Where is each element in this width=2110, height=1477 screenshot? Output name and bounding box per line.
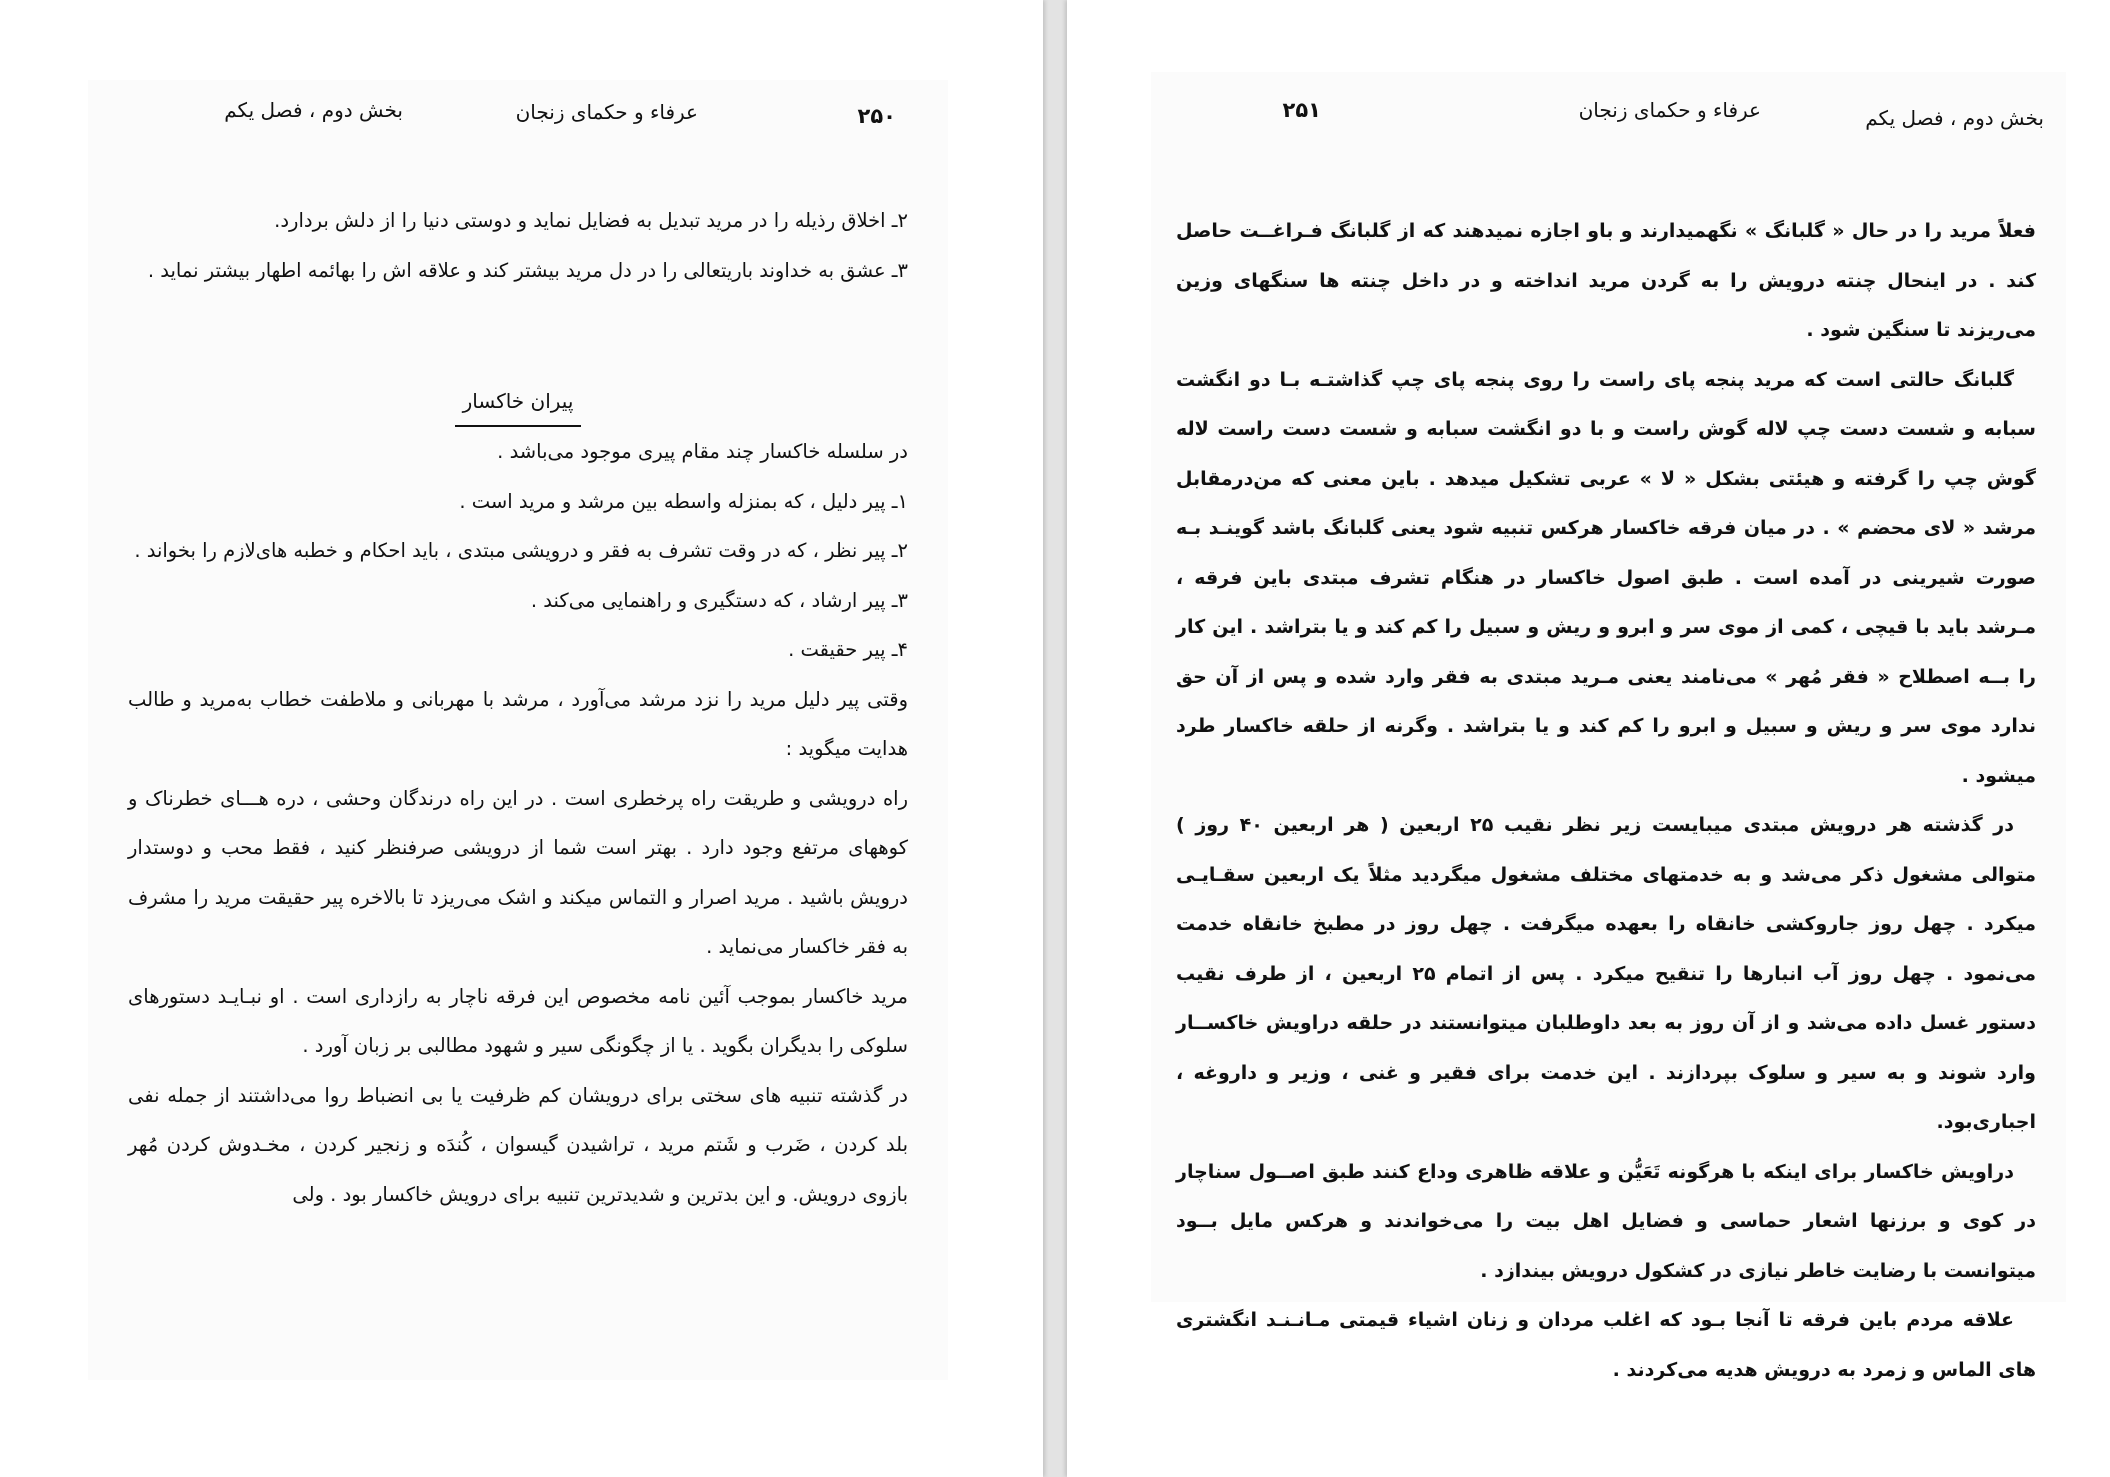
page-number: ۲۵۱ xyxy=(1282,98,1321,122)
paragraph: علاقه مردم باین فرقه تا آنجا بـود که اغلب مردان و زنان اشیاء قیمتی مـانـنـد انگشتری های الماس و زمرد به درویش هدیه می‌کردند . xyxy=(1176,1309,2036,1381)
paragraph: راه درویشی و طریقت راه پرخطری است . در این راه درندگان وحشی ، دره هـــای خطرناک و کوههای مرتفع وجود دارد . بهتر است شما از درویشی صرفنظر کنید ، فقط محب و دوستدار درویش باشید . مرید اصرار و التماس میکند و اشک می‌ریزد تا بالاخره پیر حقیقت مرید را مشرف به فقر خاکسار می‌نماید . xyxy=(128,786,908,958)
page-number: ۲۵۰ xyxy=(857,104,896,128)
section-label: بخش دوم ، فصل یکم xyxy=(1865,106,2044,130)
right-page-scan xyxy=(1151,72,2066,1381)
paragraph: ۱ـ پیر دلیل ، که بمنزله واسطه بین مرشد و مرید است . xyxy=(459,489,908,513)
intro-item: ۲ـ اخلاق رذیله را در مرید تبدیل به فضایل نماید و دوستی دنیا را از دلش بردارد. xyxy=(274,209,908,232)
section-label: بخش دوم ، فصل یکم xyxy=(224,98,403,122)
paragraph: فعلاً مرید را در حال « گلبانگ » نگهمیدارند و باو اجازه نمیدهند که از گلبانگ فـراغــت حاصل کند . در اینحال چنته درویش را به گردن مرید انداخته و در داخل چنته ها سنگهای وزین می‌ریزند تا سنگین شود . xyxy=(1176,220,2036,341)
left-page-scan xyxy=(88,80,948,1380)
intro-item: ۳ـ عشق به خداوند باریتعالی را در دل مرید بیشتر کند و علاقه اش را بهائمه اطهار بیشتر نماید . xyxy=(147,258,908,282)
paragraph: در گذشته هر درویش مبتدی میبایست زیر نظر نقیب ۲۵ اربعین ( هر اربعین ۴۰ روز ) متوالی مشغول ذکر می‌شد و به خدمتهای مختلف مشغول میگردید مثلاً یک اربعین سقـایـی میکرد . چهل روز جاروکشی خانقاه را بعهده میگرفت . چهل روز در مطبخ خانقاه خدمت می‌نمود . چهل روز آب انبارها را تنقیح میکرد . پس از اتمام ۲۵ اربعین ، از طرف نقیب دستور غسل داده می‌شد و از آن روز به بعد داوطلبان میتوانستند در حلقه دراویش خاکســار وارد شوند و به سیر و سلوک بپردازند . این خدمت برای فقیر و غنی ، وزیر و داروغه ، اجباری‌بود. xyxy=(1176,814,2036,1133)
section-heading-text: پیران خاکسار xyxy=(455,381,582,427)
paragraph: گلبانگ حالتی است که مرید پنجه پای راست را روی پنجه پای چپ گذاشتـه بـا دو انگشت سبابه و شست دست چپ لاله گوش راست و با دو انگشت سبابه و شست دست راست لاله گوش چپ را گرفته و هیئتی بشکل « لا » عربی تشکیل میدهد . باین معنی که من‌درمقابل مرشد « لای محضم » . در میان فرقه خاکسار هرکس تنبیه شود یعنی گلبانگ باشد گوینـد بـه صورت شیرینی در آمده است . طبق اصول خاکسار در هنگام تشرف مبتدی باین فرقه ، مـرشد باید با قیچی ، کمی از موی سر و ابرو و ریش و سبیل را کم کند و یا بتراشد . این کار را بــه اصطلاح « فقر مُهر » می‌نامند یعنی مـرید مبتدی به فقر وارد شده و پس از آن حق ندارد موی سر و ریش و سبیل و ابرو را کم کند و یا بتراشد . وگرنه از حلقه خاکسار طرد میشود . xyxy=(1176,368,2036,787)
right-page-header xyxy=(1151,84,2066,130)
paragraph: مرید خاکسار بموجب آئین نامه مخصوص این فرقه ناچار به رازداری است . او نبـایـد دستورهای سلوکی را بدیگران بگوید . یا از چگونگی سیر و شهود مطالبی بر زبان آورد . xyxy=(128,984,908,1057)
right-page xyxy=(1067,0,2110,1477)
paragraph: در گذشته تنبیه های سختی برای درویشان کم ظرفیت یا بی انضباط روا می‌داشتند از جمله نفی بلد کردن ، ضَرب و شَتم مرید ، تراشیدن گیسوان ، کُندَه و زنجیر کردن ، مخـدوش کردن مُهر بازوی درویش. و این بدترین و شدیدترین تنبیه برای درویش خاکسار بود . ولی xyxy=(128,1083,908,1206)
paragraph: ۳ـ پیر ارشاد ، که دستگیری و راهنمایی می‌کند . xyxy=(530,588,908,612)
paragraph: ۲ـ پیر نظر ، که در وقت تشرف به فقر و درویشی مبتدی ، باید احکام و خطبه های‌لازم را بخواند . xyxy=(134,539,908,562)
book-title: عرفاء و حکمای زنجان xyxy=(1578,98,1761,122)
book-title: عرفاء و حکمای زنجان xyxy=(515,100,698,124)
left-page xyxy=(0,0,1043,1477)
paragraph: دراویش خاکسار برای اینکه با هرگونه تَعَیُّن و علاقه ظاهری وداع کنند طبق اصــول سناچار در کوی و برزنها اشعار حماسی و فضایل اهل بیت را می‌خواندند و هرکس مایل بــود میتوانست با رضایت خاطر نیازی در کشکول درویش بیندازد . xyxy=(1176,1160,2036,1282)
left-page-body xyxy=(128,196,908,1219)
right-page-body xyxy=(1176,207,2036,1395)
paragraph: وقتی پیر دلیل مرید را نزد مرشد می‌آورد ، مرشد با مهربانی و ملاطفت خطاب به‌مرید و طالب هدایت میگوید : xyxy=(128,687,908,760)
paragraph: در سلسله خاکسار چند مقام پیری موجود می‌باشد . xyxy=(497,440,908,463)
section-heading xyxy=(128,381,908,427)
left-page-header xyxy=(88,92,948,132)
paragraph: ۴ـ پیر حقیقت . xyxy=(788,638,908,661)
